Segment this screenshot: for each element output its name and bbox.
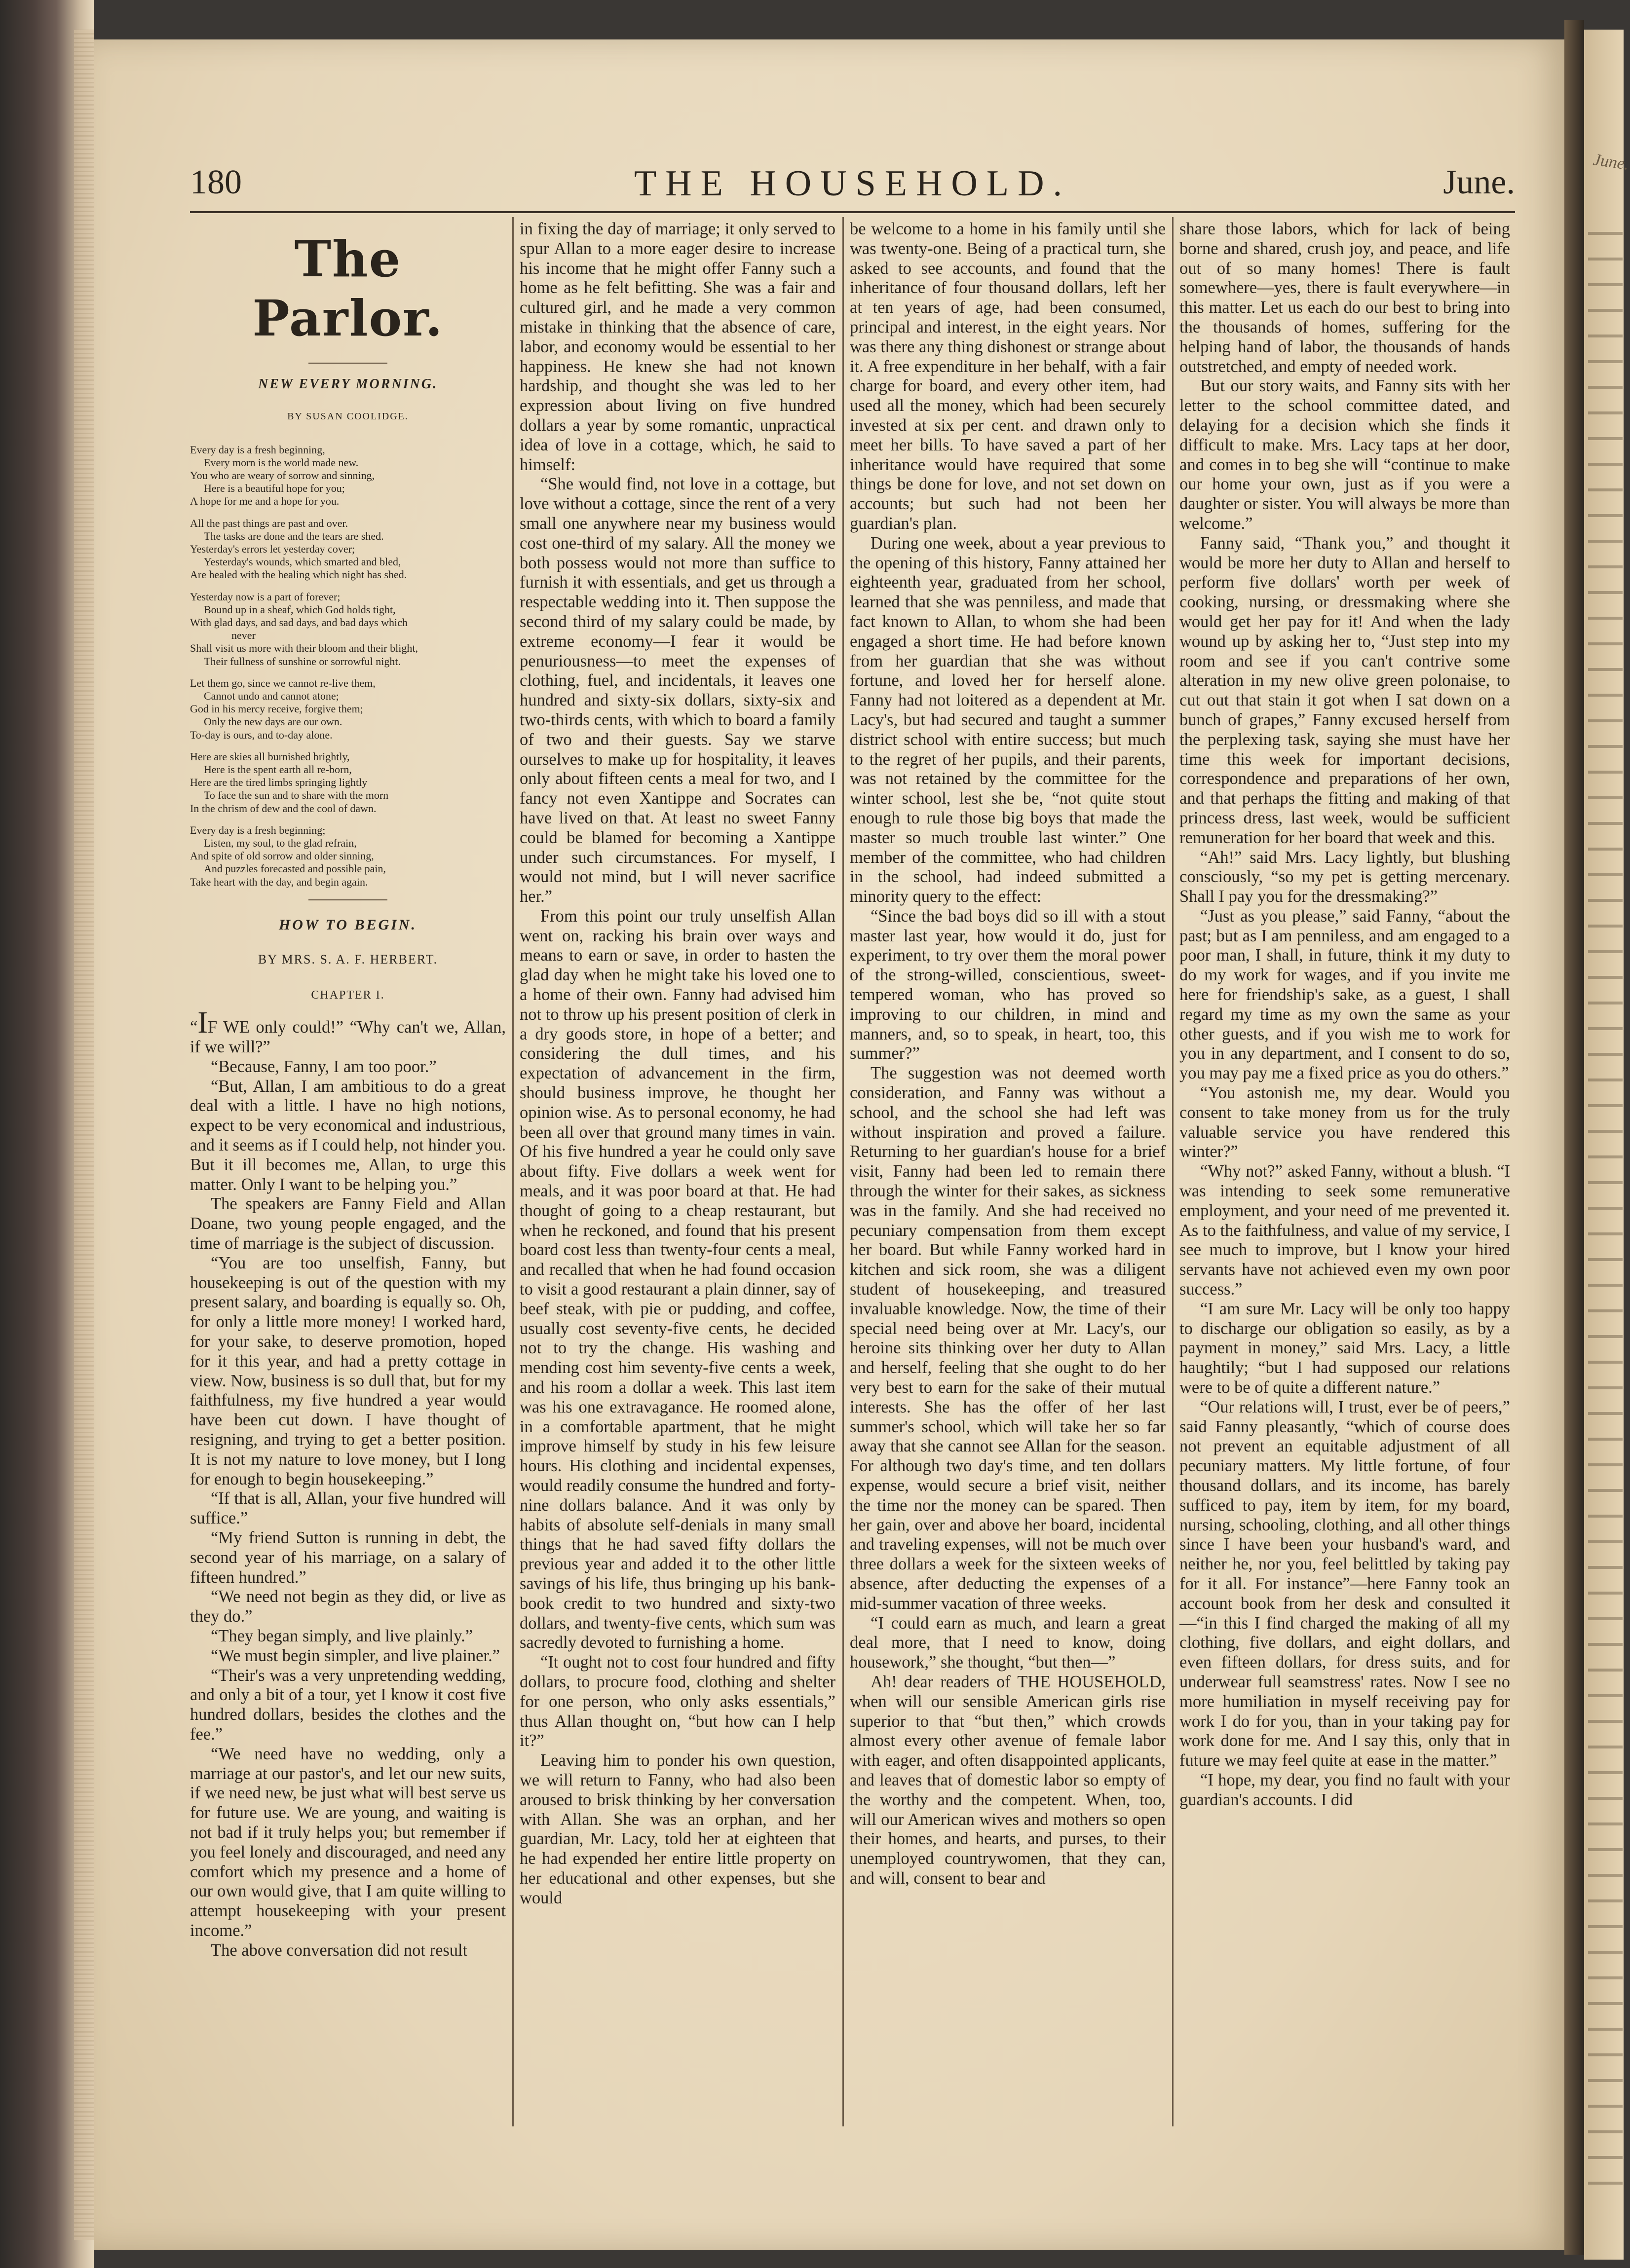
poem-title: NEW EVERY MORNING.: [258, 376, 438, 392]
issue-month: June.: [1443, 163, 1515, 201]
opening-text: F WE only could!” “Why can't we, Allan, if we will?”: [190, 1018, 506, 1057]
poem-stanza: [190, 677, 506, 742]
poem-line: Their fullness of sunshine or sorrowful night.: [204, 655, 401, 668]
poem-line: God in his mercy receive, forgive them;: [190, 703, 363, 715]
story-paragraph: “Because, Fanny, I am too poor.”: [211, 1057, 437, 1076]
column-1: [190, 220, 506, 2124]
poem-line: A hope for me and a hope for you.: [190, 495, 340, 508]
poem-author: BY SUSAN COOLIDGE.: [287, 410, 409, 422]
story-paragraph: “It ought not to cost four hundred and fifty dollars, to procure food, clothing and shelter for one person, who only asks essentials,” thus Allan thought on, “but how can I help it?”: [520, 1653, 835, 1750]
story-paragraph: “My friend Sutton is running in debt, the second year of his marriage, on a salary of fifteen hundred.”: [190, 1528, 506, 1587]
poem-line: And spite of old sorrow and older sinning,: [190, 850, 374, 862]
story-paragraph: “I hope, my dear, you find no fault with your guardian's accounts. I did: [1179, 1770, 1510, 1809]
story-paragraph: The speakers are Fanny Field and Allan Doane, two young people engaged, and the time of marriage is the subject of discussion.: [190, 1194, 506, 1253]
poem-line: Are healed with the healing which night has shed.: [190, 568, 407, 581]
story-author: BY MRS. S. A. F. HERBERT.: [258, 952, 438, 967]
story-paragraph: “Since the bad boys did so ill with a stout master last year, how would it do, just for experiment, to try over them the moral power of the strong-willed, conscientious, sweet-tempered woman, who has proved so improving to our children, in mind and manners, and, so to speak, in heart, too, this summer?”: [850, 906, 1166, 1063]
poem-stanza: [190, 750, 506, 815]
drop-cap: I: [197, 1006, 208, 1040]
column-4-paragraphs: [1179, 220, 1510, 1810]
facing-page-text-lines: [1588, 217, 1623, 2191]
poem-line: Shall visit us more with their bloom and their blight,: [190, 642, 418, 655]
column-rule: [842, 217, 844, 2126]
story-paragraph: “We need not begin as they did, or live as they do.”: [190, 1587, 506, 1626]
story-paragraph: Ah! dear readers of THE HOUSEHOLD, when will our sensible American girls rise superior to that “but then,” which crowds almost every other avenue of female labor with eager, and often disappointed applicants, and leaves that of domestic labor so empty of the worthy and the competent. When, too, will our American wives and mothers so open their homes, and hearts, and purses, to their unemployed countrywomen, that they can, and will, consent to bear and: [850, 1672, 1166, 1888]
story-paragraph: in fixing the day of marriage; it only served to spur Allan to a more eager desire to increase his income that he might offer Fanny such a home as he felt befitting. She was a fair and cultured girl, and he made a very common mistake in thinking that the absence of care, labor, and economy would be essential to her happiness. He knew she had not known hardship, and thought she was led to her expression about living on five hundred dollars a year by some romantic, unpractical idea of love in a cottage, which, he said to himself:: [520, 220, 835, 474]
story-paragraph: “You astonish me, my dear. Would you consent to take money from us for the truly valuable service you have rendered this winter?”: [1179, 1083, 1510, 1161]
section-rule: [308, 899, 387, 900]
story-title: HOW TO BEGIN.: [278, 916, 417, 933]
poem-line: With glad days, and sad days, and bad days which: [190, 616, 408, 629]
poem-line: Here is the spent earth all re-born,: [204, 763, 352, 776]
story-paragraph: be welcome to a home in his family until she was twenty-one. Being of a practical turn, she asked to see accounts, and found that the inheritance of four thousand dollars, left her at ten years of age, had been consumed, principal and interest, in the eight years. Nor was there any thing dishonest or strange about it. A free expenditure in her behalf, with a fair charge for board, and every other item, had used all the money, which had been securely invested at six per cent. and drawn only to meet her bills. To have saved a part of her inheritance would have required that some things be done for love, and not set down on accounts; but such had not been her guardian's plan.: [850, 220, 1166, 533]
section-title: The Parlor.: [252, 230, 444, 347]
publication-title: THE HOUSEHOLD.: [634, 163, 1071, 204]
poem-line: To face the sun and to share with the morn: [204, 789, 389, 802]
story-paragraph: “Their's was a very unpretending wedding, and only a bit of a tour, yet I know it cost five hundred dollars, besides the clothes and the fee.”: [190, 1666, 506, 1744]
poem-line: Cannot undo and cannot atone;: [204, 690, 339, 703]
column-rule: [1172, 217, 1174, 2126]
opening-quote: “: [190, 1018, 198, 1037]
facing-page-edge: [1584, 30, 1630, 2260]
poem-line: Here is a beautiful hope for you;: [204, 482, 345, 495]
column-2: [520, 220, 835, 2124]
column-3-paragraphs: [850, 220, 1166, 1889]
page-gutter: [1564, 20, 1584, 2255]
poem-line: All the past things are past and over.: [190, 517, 348, 529]
poem-line: Listen, my soul, to the glad refrain,: [204, 837, 357, 850]
poem-stanza: [190, 591, 506, 668]
poem-line: Every day is a fresh beginning,: [190, 443, 325, 456]
poem-line: Bound up in a sheaf, which God holds tight,: [204, 603, 396, 616]
story-paragraph: Fanny said, “Thank you,” and thought it would be more her duty to Allan and herself to perform five dollars' worth per week of cooking, nursing, or dressmaking where she would get her pay for it! And when the lady wound up by asking her to, “Just step into my room and see if you can't contrive some alteration in my new olive green polonaise, to cut out that stain it got when I sat down on a bunch of grapes,” Fanny excused herself from the perplexing task, saying she must have her time this week for important decisions, correspondence and preparations of her own, and that perhaps the fitting and making of that princess dress, last week, would be sufficient remuneration for her board that week and this.: [1179, 533, 1510, 847]
story-paragraph: The above conversation did not result: [211, 1940, 468, 1960]
facing-page-month: June.: [1592, 150, 1630, 174]
story-paragraph: “They began simply, and live plainly.”: [211, 1626, 473, 1645]
story-paragraph: “She would find, not love in a cottage, but love without a cottage, since the rent of a very small one anywhere near my business would cost one-third of my salary. All the money we both possess would not more than suffice to furnish it with essentials, and get us through a respectable wedding into it. Then suppose the second third of my salary could be made, by extreme economy—I fear it would be penuriousness—to meet the expenses of clothing, fuel, and incidentals, it leaves one hundred and sixty-six dollars, sixty-six and two-thirds cents, with which to board a family of two and their guests. Say we starve ourselves to make up for hospitality, it leaves only about fifteen cents a meal for two, and I fancy not even Xantippe and Socrates can have lived on that. At least no sweet Fanny could be blamed for becoming a Xantippe under such circumstances. For myself, I would not mind, but I will never sacrifice her.”: [520, 475, 835, 906]
poem-line: Yesterday's errors let yesterday cover;: [190, 543, 355, 556]
story-paragraph: “I am sure Mr. Lacy will be only too happy to discharge our obligation so easily, as by a payment in money,” said Mrs. Lacy, a little haughtily; “but I had supposed our relations were to be of quite a different nature.”: [1179, 1299, 1510, 1397]
story-paragraph: Leaving him to ponder his own question, we will return to Fanny, who had also been aroused to brisk thinking by her conversation with Allan. She was an orphan, and her guardian, Mr. Lacy, told her at eighteen that he had expended her entire little property on her educational and other expenses, but she would: [520, 1751, 835, 1907]
poem-stanza: [190, 517, 506, 582]
poem-stanza: [190, 824, 506, 889]
poem-line: Here are skies all burnished brightly,: [190, 750, 350, 763]
book-binding: [0, 0, 94, 2268]
story-paragraph: But our story waits, and Fanny sits with her letter to the school committee dated, and delaying for a decision which she finds it difficult to make. Mrs. Lacy taps at her door, and comes in to beg she will “continue to make our home your own, just as if you were a daughter or sister. You will always be more than welcome.”: [1179, 376, 1510, 533]
story-paragraph: “Why not?” asked Fanny, without a blush. “I was intending to seek some remunerative employment, and your need of me prevented it. As to the faithfulness, and value of my service, I see much to improve, but I know your hired servants have not achieved even my own poor success.”: [1179, 1162, 1510, 1299]
poem-line: Yesterday now is a part of forever;: [190, 590, 341, 603]
column-2-paragraphs: [520, 220, 835, 1908]
title-rule: [308, 363, 387, 364]
poem-line: The tasks are done and the tears are shed.: [204, 529, 384, 542]
poem-line: Yesterday's wounds, which smarted and bled,: [204, 556, 401, 568]
column-3: [850, 220, 1166, 2124]
poem-line: You who are weary of sorrow and sinning,: [190, 469, 375, 482]
running-head: [190, 163, 1515, 207]
story-paragraph: share those labors, which for lack of being borne and shared, crush joy, and peace, and life out of so many homes! There is fault somewhere—yes, there is fault everywhere—in this matter. Let us each do our best to bring into the thousands of homes, suffering for the helping hand of labor, the thousands of hands outstretched, and empty of needed work.: [1179, 220, 1510, 376]
chapter-heading: CHAPTER I.: [311, 989, 385, 1002]
column-rule: [512, 217, 514, 2126]
poem-line: In the chrism of dew and the cool of dawn.: [190, 802, 377, 815]
story-paragraph: During one week, about a year previous to the opening of this history, Fanny attained her eighteenth year, graduated from her school, learned that she was penniless, and made that fact known to Allan, to whom she had been engaged a short time. He had before known from her guardian that she was without fortune, and loved her for herself alone. Fanny had not loitered as a dependent at Mr. Lacy's, but had secured and taught a summer district school with entire success; but much to the regret of her pupils, and their parents, was not retained by the committee for the winter school, lest she be, “not quite stout enough to rule those big boys that made the master so much trouble last winter.” One member of the committee, who had children in the school, had indeed submitted a minority query to the effect:: [850, 533, 1166, 906]
story-paragraph: “Our relations will, I trust, ever be of peers,” said Fanny pleasantly, “which of course does not prevent an equitable adjustment of all pecuniary matters. My little fortune, of four thousand dollars, and its income, has barely sufficed to pay, item by item, for my board, nursing, schooling, clothing, and all other things since I have been your husband's ward, and neither he, nor you, feel belittled by taking pay for it all. For instance”—here Fanny took an account book from her desk and consulted it—“in this I find charged the making of all my clothing, five dollars, and eight dollars, and even fifteen dollars, for dress suits, and for underwear full seamstress' rates. Now I see no more humiliation in myself receiving pay for work I do for you, than in your taking pay for work done for me. And I say this, only that in future we may feel quite at ease in the matter.”: [1179, 1397, 1510, 1770]
poem-stanza: [190, 444, 506, 508]
story-paragraph: “But, Allan, I am ambitious to do a great deal with a little. I have no high notions, expect to be very economical and industrious, and it seems as if I could help, not hinder you. But it ill becomes me, Allan, to urge this matter. Only I want to be helping you.”: [190, 1077, 506, 1194]
poem-body: [190, 444, 506, 889]
story-paragraph: “Ah!” said Mrs. Lacy lightly, but blushing consciously, “so my pet is getting mercenary. Shall I pay you for the dressmaking?”: [1179, 848, 1510, 906]
header-rule: [190, 211, 1515, 213]
story-paragraph: “If that is all, Allan, your five hundred will suffice.”: [190, 1489, 506, 1528]
story-paragraph: From this point our truly unselfish Allan went on, racking his brain over ways and means to earn or save, in order to hasten the glad day when he might take his loved one to a home of their own. Fanny had advised him not to throw up his present position of clerk in a dry goods store, in hope of a better; and considering the dull times, and his expectation of advancement in the firm, should business improve, he thought her opinion wise. As to personal economy, he had been all over that ground many times in vain. Of his five hundred a year he could only save about fifty. Five dollars a week went for meals, and it was poor board at that. He had thought of going to a cheap restaurant, but when he reckoned, and found that his present board cost less than twenty-four cents a meal, and recalled that when he had found occasion to visit a good restaurant a plain dinner, say of beef steak, with pie or pudding, and coffee, usually cost seventy-five cents, he decided not to try the change. His washing and mending cost him seventy-five cents a week, and his room a dollar a week. This last item was his one extravagance. He roomed alone, in a comfortable apartment, that he might improve himself by study in his few leisure hours. His clothing and incidental expenses, would readily consume the hundred and forty-nine dollars balance. And it was only by habits of absolute self-denials in many small things that he had saved fifty dollars the previous year and added it to the other little savings of his life, thus bringing up his bank-book credit to two hundred and sixty-two dollars, and twenty-five cents, which sum was sacredly devoted to furnishing a home.: [520, 906, 835, 1652]
story-paragraph: “We must begin simpler, and live plainer.”: [211, 1646, 500, 1665]
poem-line: And puzzles forecasted and possible pain,: [204, 862, 386, 875]
poem-line: To-day is ours, and to-day alone.: [190, 728, 333, 741]
poem-line: Every morn is the world made new.: [204, 456, 359, 469]
poem-line: never: [231, 629, 256, 642]
poem-line: Take heart with the day, and begin again.: [190, 875, 368, 888]
story-opening: [190, 1006, 506, 1057]
story-paragraph: “You are too unselfish, Fanny, but housekeeping is out of the question with my present salary, and boarding is equally so. Oh, for only a little more money! I worked hard, for your sake, to deserve promotion, hoped for it this year, and had a pretty cottage in view. Now, business is so dull that, but for my faithfulness, my five hundred a year would have been cut down. I have thought of resigning, and trying to get a better position. It is not my nature to love money, but I long for enough to begin housekeeping.”: [190, 1253, 506, 1488]
poem-line: Let them go, since we cannot re-live them,: [190, 676, 376, 689]
story-paragraph: “I could earn as much, and learn a great deal more, that I need to know, doing housework,” she thought, “but then—”: [850, 1613, 1166, 1672]
story-paragraph: The suggestion was not deemed worth consideration, and Fanny was without a school, and the school she had left was without inspiration and proved a failure. Returning to her guardian's house for a brief visit, Fanny had been led to remain there through the winter for their sakes, as sickness was in the family. And she had received no pecuniary compensation from them except her board. But while Fanny worked hard in kitchen and sick room, she was a diligent student of housekeeping, and treasured invaluable knowledge. Now, the time of their special need being over at Mr. Lacy's, our heroine sits thinking over her duty to Allan and herself, feeling that she ought to do her very best to earn for the sake of their mutual interests. She has the offer of her last summer's school, which will take her so far away that she cannot see Allan for the season. For although two day's time, and ten dollars expense, would secure a brief visit, neither the time nor the money can be spared. Then her gain, over and above her board, incidental and traveling expenses, will not be much over three dollars a week for the sixteen weeks of absence, after deducting the expenses of a mid-summer vacation of three weeks.: [850, 1064, 1166, 1613]
poem-line: Here are the tired limbs springing lightly: [190, 776, 368, 789]
page-number: 180: [190, 163, 242, 201]
column-4: [1179, 220, 1510, 2124]
story-paragraph: “We need have no wedding, only a marriage at our pastor's, and let our new suits, if we need new, be just what will best serve us for future use. We are young, and waiting is not bad if it truly helps you; but remember if you feel lonely and discouraged, and need any comfort which my presence and a home of our own would give, that I am quite willing to attempt housekeeping with your present income.”: [190, 1744, 506, 1940]
poem-line: Every day is a fresh beginning;: [190, 823, 326, 836]
poem-line: Only the new days are our own.: [204, 715, 342, 728]
column-1-paragraphs: [190, 1057, 506, 1961]
story-paragraph: “Just as you please,” said Fanny, “about the past; but as I am penniless, and am engaged to a poor man, I shall, in future, think it my duty to do my work for wages, and if you invite me here for friendship's sake, as a guest, I shall regard my time as my own the same as your other guests, and if you wish me to work for you in any department, and I consent to do so, you may pay me a fixed price as you do others.”: [1179, 906, 1510, 1083]
